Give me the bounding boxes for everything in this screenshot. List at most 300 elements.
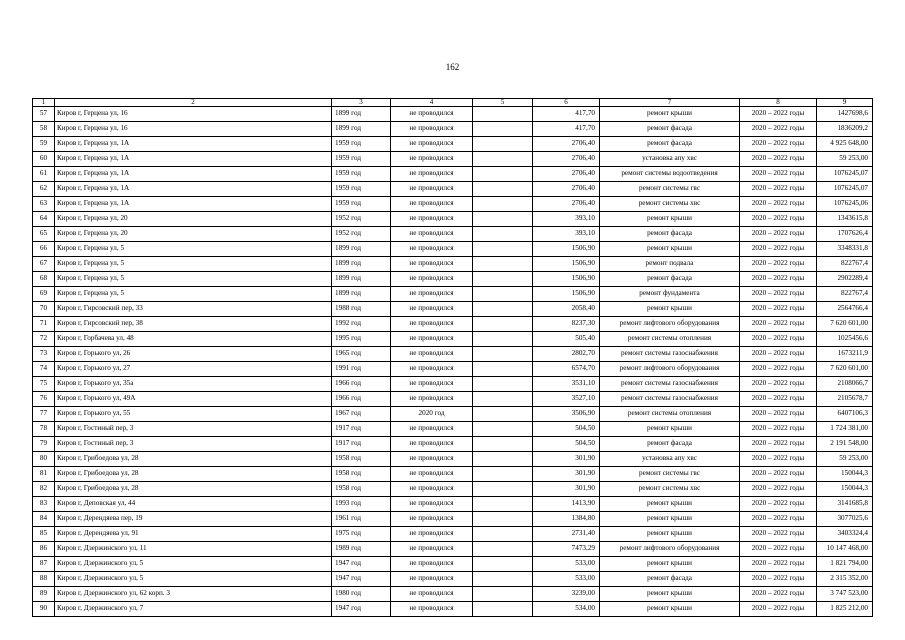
row-number-cell: 78: [33, 422, 55, 437]
area-cell: 2706,40: [533, 182, 600, 197]
work-type-cell: ремонт фундамента: [600, 287, 740, 302]
period-cell: 2020 – 2022 годы: [740, 362, 817, 377]
build-year-cell: 1959 год: [332, 137, 391, 152]
cost-cell: 59 253,00: [817, 152, 873, 167]
table-body: [33, 107, 873, 617]
address-cell: Киров г, Горького ул, 49А: [55, 392, 332, 407]
last-repair-year-cell: не проводился: [391, 227, 473, 242]
cost-cell: 2 191 548,00: [817, 437, 873, 452]
column-5-value-cell: [473, 137, 533, 152]
column-5-value-cell: [473, 512, 533, 527]
cost-cell: 1343615,8: [817, 212, 873, 227]
area-cell: 2802,70: [533, 347, 600, 362]
build-year-cell: 1958 год: [332, 482, 391, 497]
build-year-cell: 1961 год: [332, 512, 391, 527]
table-row: [33, 287, 873, 302]
table-row: [33, 362, 873, 377]
work-type-cell: ремонт системы газоснабжения: [600, 347, 740, 362]
cost-cell: 1076245,07: [817, 182, 873, 197]
row-number-cell: 72: [33, 332, 55, 347]
row-number-cell: 87: [33, 557, 55, 572]
period-cell: 2020 – 2022 годы: [740, 407, 817, 422]
address-cell: Киров г, Герцена ул, 16: [55, 107, 332, 122]
last-repair-year-cell: не проводился: [391, 332, 473, 347]
row-number-cell: 70: [33, 302, 55, 317]
period-cell: 2020 – 2022 годы: [740, 452, 817, 467]
build-year-cell: 1988 год: [332, 302, 391, 317]
table-row: [33, 152, 873, 167]
area-cell: 3239,00: [533, 587, 600, 602]
area-cell: 504,50: [533, 422, 600, 437]
row-number-cell: 58: [33, 122, 55, 137]
column-5-value-cell: [473, 422, 533, 437]
address-cell: Киров г, Дерендяева пер, 19: [55, 512, 332, 527]
row-number-cell: 79: [33, 437, 55, 452]
column-5-value-cell: [473, 437, 533, 452]
cost-cell: 2108066,7: [817, 377, 873, 392]
address-cell: Киров г, Грибоедова ул, 28: [55, 482, 332, 497]
last-repair-year-cell: не проводился: [391, 302, 473, 317]
period-cell: 2020 – 2022 годы: [740, 317, 817, 332]
build-year-cell: 1917 год: [332, 437, 391, 452]
last-repair-year-cell: не проводился: [391, 317, 473, 332]
work-type-cell: ремонт системы газоснабжения: [600, 392, 740, 407]
column-5-value-cell: [473, 227, 533, 242]
row-number-cell: 63: [33, 197, 55, 212]
period-cell: 2020 – 2022 годы: [740, 152, 817, 167]
row-number-cell: 75: [33, 377, 55, 392]
column-5-value-cell: [473, 182, 533, 197]
cost-cell: 1076245,06: [817, 197, 873, 212]
last-repair-year-cell: не проводился: [391, 137, 473, 152]
cost-cell: 6407106,3: [817, 407, 873, 422]
area-cell: 393,10: [533, 212, 600, 227]
column-5-value-cell: [473, 497, 533, 512]
row-number-cell: 60: [33, 152, 55, 167]
work-type-cell: ремонт крыши: [600, 497, 740, 512]
area-cell: 3531,10: [533, 377, 600, 392]
row-number-cell: 64: [33, 212, 55, 227]
period-cell: 2020 – 2022 годы: [740, 257, 817, 272]
period-cell: 2020 – 2022 годы: [740, 212, 817, 227]
address-cell: Киров г, Герцена ул, 5: [55, 257, 332, 272]
last-repair-year-cell: не проводился: [391, 527, 473, 542]
cost-cell: 822767,4: [817, 287, 873, 302]
work-type-cell: ремонт фасада: [600, 122, 740, 137]
period-cell: 2020 – 2022 годы: [740, 332, 817, 347]
address-cell: Киров г, Герцена ул, 1А: [55, 152, 332, 167]
table-row: [33, 107, 873, 122]
cost-cell: 1427698,6: [817, 107, 873, 122]
address-cell: Киров г, Гостиный пер, 3: [55, 422, 332, 437]
cost-cell: 2 315 352,00: [817, 572, 873, 587]
cost-cell: 1025456,6: [817, 332, 873, 347]
cost-cell: 3348331,8: [817, 242, 873, 257]
work-type-cell: ремонт системы отопления: [600, 332, 740, 347]
last-repair-year-cell: не проводился: [391, 392, 473, 407]
last-repair-year-cell: не проводился: [391, 572, 473, 587]
row-number-cell: 74: [33, 362, 55, 377]
table-row: [33, 122, 873, 137]
cost-cell: 3141685,8: [817, 497, 873, 512]
period-cell: 2020 – 2022 годы: [740, 242, 817, 257]
work-type-cell: ремонт лифтового оборудования: [600, 542, 740, 557]
address-cell: Киров г, Горького ул, 35а: [55, 377, 332, 392]
build-year-cell: 1965 год: [332, 347, 391, 362]
area-cell: 504,50: [533, 437, 600, 452]
column-header: 6: [533, 99, 600, 107]
last-repair-year-cell: не проводился: [391, 422, 473, 437]
build-year-cell: 1966 год: [332, 377, 391, 392]
work-type-cell: ремонт крыши: [600, 557, 740, 572]
period-cell: 2020 – 2022 годы: [740, 557, 817, 572]
work-type-cell: ремонт системы водоотведения: [600, 167, 740, 182]
column-5-value-cell: [473, 392, 533, 407]
build-year-cell: 1899 год: [332, 107, 391, 122]
column-5-value-cell: [473, 482, 533, 497]
last-repair-year-cell: не проводился: [391, 272, 473, 287]
column-5-value-cell: [473, 572, 533, 587]
work-type-cell: ремонт лифтового оборудования: [600, 362, 740, 377]
row-number-cell: 86: [33, 542, 55, 557]
table-row: [33, 317, 873, 332]
cost-cell: 59 253,00: [817, 452, 873, 467]
column-header: 3: [332, 99, 391, 107]
work-type-cell: установка апу хвс: [600, 452, 740, 467]
table-row: [33, 572, 873, 587]
work-type-cell: ремонт системы гвс: [600, 467, 740, 482]
column-5-value-cell: [473, 587, 533, 602]
build-year-cell: 1899 год: [332, 287, 391, 302]
address-cell: Киров г, Горбачева ул, 48: [55, 332, 332, 347]
cost-cell: 4 925 648,00: [817, 137, 873, 152]
last-repair-year-cell: не проводился: [391, 497, 473, 512]
column-5-value-cell: [473, 467, 533, 482]
build-year-cell: 1899 год: [332, 122, 391, 137]
period-cell: 2020 – 2022 годы: [740, 587, 817, 602]
row-number-cell: 69: [33, 287, 55, 302]
build-year-cell: 1959 год: [332, 182, 391, 197]
row-number-cell: 66: [33, 242, 55, 257]
build-year-cell: 1959 год: [332, 167, 391, 182]
work-type-cell: ремонт системы хвс: [600, 482, 740, 497]
address-cell: Киров г, Герцена ул, 5: [55, 287, 332, 302]
period-cell: 2020 – 2022 годы: [740, 482, 817, 497]
table-row: [33, 302, 873, 317]
address-cell: Киров г, Горького ул, 27: [55, 362, 332, 377]
period-cell: 2020 – 2022 годы: [740, 422, 817, 437]
work-type-cell: ремонт системы гвс: [600, 182, 740, 197]
address-cell: Киров г, Герцена ул, 1А: [55, 197, 332, 212]
period-cell: 2020 – 2022 годы: [740, 437, 817, 452]
table-row: [33, 137, 873, 152]
address-cell: Киров г, Гирсовский пер, 38: [55, 317, 332, 332]
work-type-cell: ремонт крыши: [600, 107, 740, 122]
address-cell: Киров г, Гостиный пер, 3: [55, 437, 332, 452]
last-repair-year-cell: не проводился: [391, 377, 473, 392]
area-cell: 2731,40: [533, 527, 600, 542]
table-row: [33, 332, 873, 347]
work-type-cell: установка апу хвс: [600, 152, 740, 167]
column-5-value-cell: [473, 542, 533, 557]
period-cell: 2020 – 2022 годы: [740, 467, 817, 482]
build-year-cell: 1992 год: [332, 317, 391, 332]
row-number-cell: 77: [33, 407, 55, 422]
work-type-cell: ремонт крыши: [600, 512, 740, 527]
cost-cell: 1707626,4: [817, 227, 873, 242]
last-repair-year-cell: не проводился: [391, 212, 473, 227]
table-row: [33, 452, 873, 467]
work-type-cell: ремонт фасада: [600, 437, 740, 452]
row-number-cell: 57: [33, 107, 55, 122]
table-row: [33, 167, 873, 182]
table-row: [33, 257, 873, 272]
area-cell: 3506,90: [533, 407, 600, 422]
area-cell: 393,10: [533, 227, 600, 242]
work-type-cell: ремонт системы хвс: [600, 197, 740, 212]
table-row: [33, 437, 873, 452]
cost-cell: 1 825 212,00: [817, 602, 873, 617]
build-year-cell: 1947 год: [332, 602, 391, 617]
last-repair-year-cell: не проводился: [391, 362, 473, 377]
last-repair-year-cell: не проводился: [391, 587, 473, 602]
column-5-value-cell: [473, 122, 533, 137]
period-cell: 2020 – 2022 годы: [740, 542, 817, 557]
address-cell: Киров г, Деповская ул, 44: [55, 497, 332, 512]
build-year-cell: 1980 год: [332, 587, 391, 602]
cost-cell: 2564766,4: [817, 302, 873, 317]
cost-cell: 822767,4: [817, 257, 873, 272]
build-year-cell: 1966 год: [332, 392, 391, 407]
build-year-cell: 1967 год: [332, 407, 391, 422]
period-cell: 2020 – 2022 годы: [740, 137, 817, 152]
address-cell: Киров г, Грибоедова ул, 28: [55, 452, 332, 467]
row-number-cell: 84: [33, 512, 55, 527]
last-repair-year-cell: не проводился: [391, 257, 473, 272]
row-number-cell: 81: [33, 467, 55, 482]
cost-cell: 3403324,4: [817, 527, 873, 542]
work-type-cell: ремонт крыши: [600, 212, 740, 227]
work-type-cell: ремонт лифтового оборудования: [600, 317, 740, 332]
column-header: 9: [817, 99, 873, 107]
last-repair-year-cell: не проводился: [391, 512, 473, 527]
row-number-cell: 59: [33, 137, 55, 152]
address-cell: Киров г, Герцена ул, 20: [55, 212, 332, 227]
column-5-value-cell: [473, 362, 533, 377]
area-cell: 1506,90: [533, 272, 600, 287]
period-cell: 2020 – 2022 годы: [740, 497, 817, 512]
period-cell: 2020 – 2022 годы: [740, 602, 817, 617]
build-year-cell: 1959 год: [332, 197, 391, 212]
address-cell: Киров г, Дзержинского ул, 5: [55, 557, 332, 572]
last-repair-year-cell: не проводился: [391, 167, 473, 182]
row-number-cell: 89: [33, 587, 55, 602]
column-5-value-cell: [473, 302, 533, 317]
row-number-cell: 62: [33, 182, 55, 197]
area-cell: 417,70: [533, 122, 600, 137]
build-year-cell: 1975 год: [332, 527, 391, 542]
cost-cell: 10 147 468,00: [817, 542, 873, 557]
address-cell: Киров г, Герцена ул, 1А: [55, 167, 332, 182]
table-row: [33, 527, 873, 542]
build-year-cell: 1995 год: [332, 332, 391, 347]
last-repair-year-cell: не проводился: [391, 152, 473, 167]
column-5-value-cell: [473, 602, 533, 617]
column-5-value-cell: [473, 152, 533, 167]
area-cell: 417,70: [533, 107, 600, 122]
address-cell: Киров г, Герцена ул, 1А: [55, 182, 332, 197]
page-number: 162: [445, 62, 460, 72]
cost-cell: 7 620 601,00: [817, 362, 873, 377]
build-year-cell: 1952 год: [332, 212, 391, 227]
column-5-value-cell: [473, 257, 533, 272]
last-repair-year-cell: не проводился: [391, 122, 473, 137]
column-5-value-cell: [473, 167, 533, 182]
address-cell: Киров г, Дерендяева ул, 91: [55, 527, 332, 542]
last-repair-year-cell: не проводился: [391, 107, 473, 122]
work-type-cell: ремонт крыши: [600, 587, 740, 602]
table-row: [33, 227, 873, 242]
area-cell: 533,00: [533, 572, 600, 587]
area-cell: 3527,10: [533, 392, 600, 407]
build-year-cell: 1991 год: [332, 362, 391, 377]
work-type-cell: ремонт крыши: [600, 527, 740, 542]
area-cell: 1384,80: [533, 512, 600, 527]
table-row: [33, 272, 873, 287]
build-year-cell: 1899 год: [332, 257, 391, 272]
column-5-value-cell: [473, 212, 533, 227]
column-header: 5: [473, 99, 533, 107]
work-type-cell: ремонт подвала: [600, 257, 740, 272]
column-header: 4: [391, 99, 473, 107]
period-cell: 2020 – 2022 годы: [740, 167, 817, 182]
area-cell: 301,90: [533, 482, 600, 497]
work-type-cell: ремонт фасада: [600, 272, 740, 287]
table-row: [33, 467, 873, 482]
work-type-cell: ремонт фасада: [600, 137, 740, 152]
table-row: [33, 197, 873, 212]
work-type-cell: ремонт фасада: [600, 572, 740, 587]
row-number-cell: 65: [33, 227, 55, 242]
row-number-cell: 71: [33, 317, 55, 332]
last-repair-year-cell: не проводился: [391, 542, 473, 557]
build-year-cell: 1899 год: [332, 242, 391, 257]
work-type-cell: ремонт системы газоснабжения: [600, 377, 740, 392]
area-cell: 1506,90: [533, 242, 600, 257]
area-cell: 2706,40: [533, 197, 600, 212]
address-cell: Киров г, Дзержинского ул, 62 корп. 3: [55, 587, 332, 602]
period-cell: 2020 – 2022 годы: [740, 197, 817, 212]
table-row: [33, 377, 873, 392]
column-header: 1: [33, 99, 55, 107]
column-5-value-cell: [473, 452, 533, 467]
period-cell: 2020 – 2022 годы: [740, 302, 817, 317]
column-5-value-cell: [473, 317, 533, 332]
period-cell: 2020 – 2022 годы: [740, 527, 817, 542]
column-5-value-cell: [473, 242, 533, 257]
column-header: 8: [740, 99, 817, 107]
cost-cell: 1076245,07: [817, 167, 873, 182]
row-number-cell: 82: [33, 482, 55, 497]
table-row: [33, 602, 873, 617]
area-cell: 2058,40: [533, 302, 600, 317]
table-row: [33, 587, 873, 602]
address-cell: Киров г, Гирсовский пер, 33: [55, 302, 332, 317]
address-cell: Киров г, Дзержинского ул, 11: [55, 542, 332, 557]
last-repair-year-cell: не проводился: [391, 452, 473, 467]
column-5-value-cell: [473, 332, 533, 347]
column-5-value-cell: [473, 377, 533, 392]
build-year-cell: 1958 год: [332, 452, 391, 467]
column-5-value-cell: [473, 407, 533, 422]
area-cell: 6574,70: [533, 362, 600, 377]
table-row: [33, 407, 873, 422]
area-cell: 301,90: [533, 452, 600, 467]
period-cell: 2020 – 2022 годы: [740, 227, 817, 242]
last-repair-year-cell: не проводился: [391, 467, 473, 482]
area-cell: 505,40: [533, 332, 600, 347]
row-number-cell: 61: [33, 167, 55, 182]
table-row: [33, 482, 873, 497]
cost-cell: 1836209,2: [817, 122, 873, 137]
area-cell: 533,00: [533, 557, 600, 572]
area-cell: 2706,40: [533, 167, 600, 182]
last-repair-year-cell: не проводился: [391, 437, 473, 452]
period-cell: 2020 – 2022 годы: [740, 377, 817, 392]
period-cell: 2020 – 2022 годы: [740, 107, 817, 122]
build-year-cell: 1958 год: [332, 467, 391, 482]
address-cell: Киров г, Грибоедова ул, 28: [55, 467, 332, 482]
address-cell: Киров г, Герцена ул, 5: [55, 242, 332, 257]
last-repair-year-cell: не проводился: [391, 287, 473, 302]
build-year-cell: 1959 год: [332, 152, 391, 167]
cost-cell: 2105678,7: [817, 392, 873, 407]
area-cell: 1506,90: [533, 287, 600, 302]
area-cell: 7473,29: [533, 542, 600, 557]
work-type-cell: ремонт крыши: [600, 422, 740, 437]
area-cell: 8237,30: [533, 317, 600, 332]
address-cell: Киров г, Горького ул, 55: [55, 407, 332, 422]
table-row: [33, 242, 873, 257]
work-type-cell: ремонт крыши: [600, 602, 740, 617]
table-row: [33, 182, 873, 197]
work-type-cell: ремонт крыши: [600, 302, 740, 317]
build-year-cell: 1993 год: [332, 497, 391, 512]
table-row: [33, 497, 873, 512]
period-cell: 2020 – 2022 годы: [740, 572, 817, 587]
column-5-value-cell: [473, 197, 533, 212]
column-5-value-cell: [473, 347, 533, 362]
last-repair-year-cell: не проводился: [391, 602, 473, 617]
build-year-cell: 1947 год: [332, 572, 391, 587]
area-cell: 534,00: [533, 602, 600, 617]
area-cell: 2706,40: [533, 152, 600, 167]
period-cell: 2020 – 2022 годы: [740, 347, 817, 362]
cost-cell: 1673211,9: [817, 347, 873, 362]
last-repair-year-cell: не проводился: [391, 557, 473, 572]
address-cell: Киров г, Герцена ул, 16: [55, 122, 332, 137]
row-number-cell: 76: [33, 392, 55, 407]
cost-cell: 1 821 794,00: [817, 557, 873, 572]
row-number-cell: 83: [33, 497, 55, 512]
row-number-cell: 67: [33, 257, 55, 272]
column-header: 7: [600, 99, 740, 107]
period-cell: 2020 – 2022 годы: [740, 122, 817, 137]
cost-cell: 7 620 601,00: [817, 317, 873, 332]
column-5-value-cell: [473, 107, 533, 122]
column-5-value-cell: [473, 527, 533, 542]
build-year-cell: 1899 год: [332, 272, 391, 287]
